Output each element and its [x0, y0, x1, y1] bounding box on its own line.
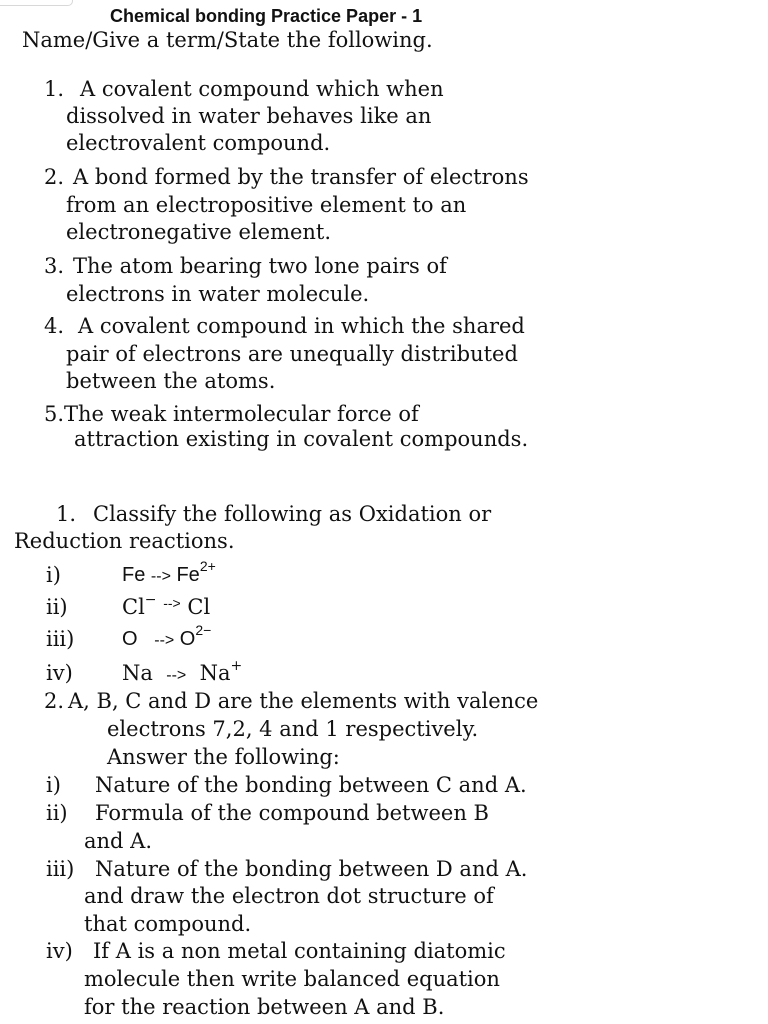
instruction: Name/Give a term/State the following.	[22, 28, 433, 52]
item-number: 5.	[44, 402, 65, 426]
part-label: i)	[46, 773, 61, 797]
question-text: electrons 7,2, 4 and 1 respectively.	[107, 717, 479, 741]
part-text: Nature of the bonding between D and A.	[95, 857, 528, 881]
item-number: 2.	[44, 165, 65, 189]
item-text: The weak intermolecular force of	[64, 402, 419, 426]
reaction-label: iii)	[46, 627, 75, 651]
page-corner-decoration	[0, 0, 73, 6]
item-number: 4.	[44, 314, 65, 338]
part-label: iii)	[46, 857, 75, 881]
part-text: Formula of the compound between B	[95, 801, 489, 825]
item-text: A covalent compound in which the shared	[78, 314, 525, 338]
item-text: pair of electrons are unequally distributed	[66, 342, 518, 366]
reaction-equation: Fe --> $Fe^{2+}$	[122, 558, 216, 586]
reaction-label: iv)	[46, 661, 73, 685]
item-text: A bond formed by the transfer of electrons	[73, 165, 529, 189]
item-text: The atom bearing two lone pairs of	[73, 254, 447, 278]
part-text: and draw the electron dot structure of	[84, 884, 494, 908]
item-text: electronegative element.	[66, 220, 332, 244]
part-text: and A.	[84, 829, 153, 853]
part-text: that compound.	[84, 912, 252, 936]
item-text: from an electropositive element to an	[66, 193, 467, 217]
reaction-equation: O --> $O^{2-}$	[122, 622, 212, 650]
page-title: Chemical bonding Practice Paper - 1	[110, 6, 423, 26]
part-text: Nature of the bonding between C and A.	[95, 773, 527, 797]
item-text: dissolved in water behaves like an	[66, 104, 432, 128]
question-text: A, B, C and D are the elements with valence	[68, 689, 539, 713]
part-label: ii)	[46, 801, 68, 825]
question-number: 1.	[56, 502, 77, 526]
part-text: molecule then write balanced equation	[84, 967, 500, 991]
reaction-equation: Na --> Na+	[122, 658, 243, 685]
item-number: 1.	[44, 77, 65, 101]
reaction-label: i)	[46, 563, 61, 587]
item-text: electrovalent compound.	[66, 131, 331, 155]
reaction-equation: Cl− --> Cl	[122, 592, 211, 619]
item-number: 3.	[44, 254, 65, 278]
item-text: attraction existing in covalent compounds.	[74, 427, 529, 451]
part-label: iv)	[46, 939, 73, 963]
item-text: between the atoms.	[66, 369, 276, 393]
question-text: Reduction reactions.	[14, 529, 235, 553]
part-text: for the reaction between A and B.	[84, 995, 445, 1019]
item-text: A covalent compound which when	[80, 77, 444, 101]
question-text: Answer the following:	[107, 745, 340, 769]
question-number: 2.	[44, 689, 65, 713]
reaction-label: ii)	[46, 595, 68, 619]
item-text: electrons in water molecule.	[66, 282, 370, 306]
question-text: Classify the following as Oxidation or	[93, 502, 492, 526]
part-text: If A is a non metal containing diatomic	[93, 939, 506, 963]
